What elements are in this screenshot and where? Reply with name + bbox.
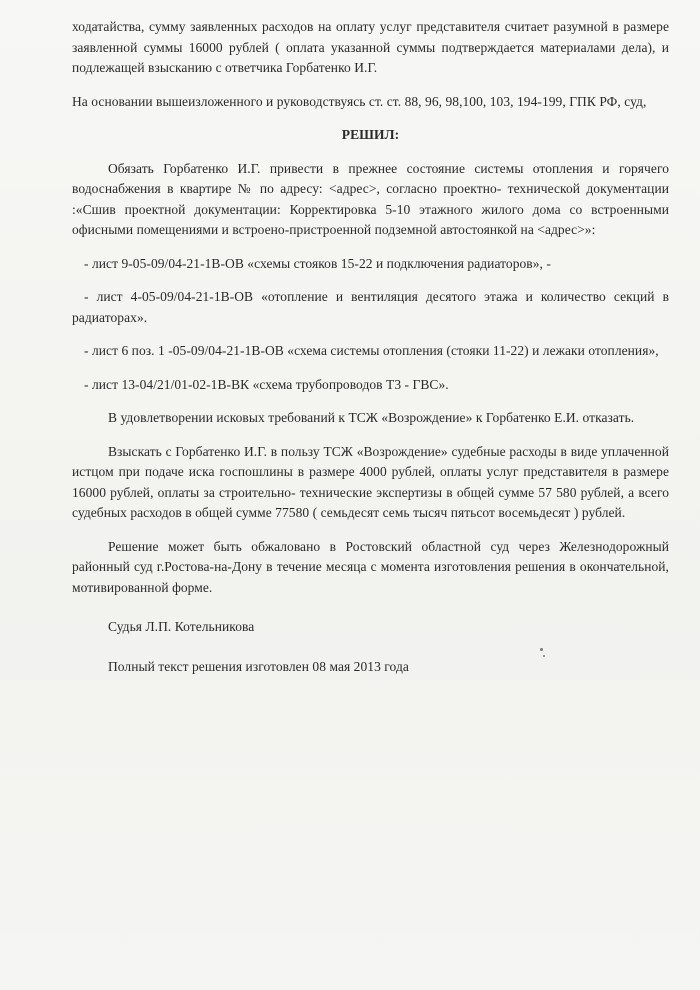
scan-speck — [540, 648, 543, 651]
judge-signature-line: Судья Л.П. Котельникова — [108, 619, 255, 634]
paragraph-legal-basis: На основании вышеизложенного и руководствуясь ст. ст. 88, 96, 98,100, 103, 194-199, ГПК РФ, суд, — [72, 93, 647, 109]
list-item-sheet-4: - лист 13-04/21/01-02-1В-ВК «схема трубопроводов Т3 - ГВС». — [84, 376, 449, 392]
list-item-sheet-3: - лист 6 поз. 1 -05-09/04-21-1В-ОВ «схема системы отопления (стояки 11-22) и лежаки отопления», — [84, 343, 659, 358]
document-body — [72, 17, 669, 677]
paragraph-obligation: Обязать Горбатенко И.Г. привести в прежнее состояние системы отопления и горячего водоснабжения в квартире № по адресу: <адрес>, согласно проектно- технической документации :«Сшив проектной документации: Корректировка 5-10 этажного жилого дома со встроенными офисными помещениями и встроено-пристроенной подземной автостоянкой на <адрес>»: — [72, 160, 669, 237]
decision-heading: РЕШИЛ: — [341, 127, 400, 142]
list-item-sheet-2: - лист 4-05-09/04-21-1В-ОВ «отопление и вентиляция десятого этажа и количество секций в радиаторах». — [72, 289, 669, 325]
paragraph-recovery: Взыскать с Горбатенко И.Г. в пользу ТСЖ «Возрождение» судебные расходы в виде уплаченной истцом при подаче иска госпошлины в размере 4000 рублей, оплаты услуг представителя в размере 16000 рублей, оплаты за строительно- технические экспертизы в общей сумме 57 580 рублей, а всего судебных расходов в общей сумме 77580 ( семьдесят семь тысяч пятьсот восемьдесят ) рублей. — [72, 443, 669, 520]
paragraph-refusal: В удовлетворении исковых требований к ТСЖ «Возрождение» к Горбатенко Е.И. отказать. — [108, 410, 635, 425]
paragraph-appeal: Решение может быть обжаловано в Ростовский областной суд через Железнодорожный районный суд г.Ростова-на-Дону в течение месяца с момента изготовления решения в окончательной, мотивированной форме. — [72, 538, 669, 595]
scan-speck — [543, 655, 545, 657]
paragraph-expenses: ходатайства, сумму заявленных расходов на оплату услуг представителя считает разумной в размере заявленной суммы 16000 рублей ( оплата указанной суммы подтверждается материалами дела), и подлежащей взысканию с ответчика Горбатенко И.Г. — [72, 19, 669, 75]
list-item-sheet-1: - лист 9-05-09/04-21-1В-ОВ «схемы стояков 15-22 и подключения радиаторов», - — [84, 255, 551, 271]
full-text-date: Полный текст решения изготовлен 08 мая 2013 года — [108, 658, 409, 674]
